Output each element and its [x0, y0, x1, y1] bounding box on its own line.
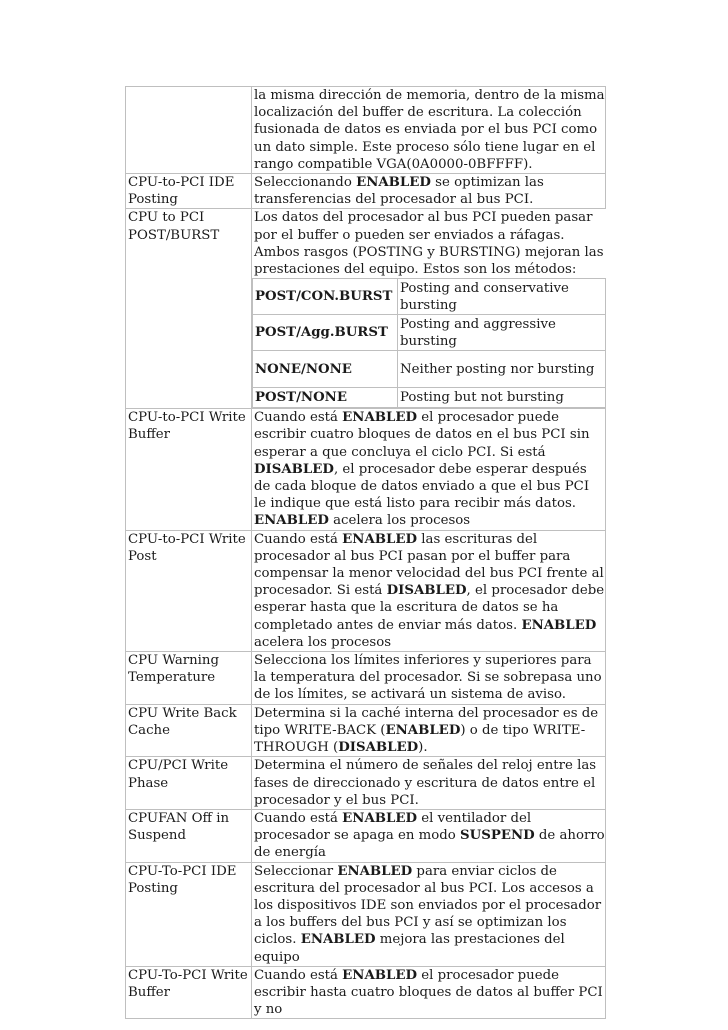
option-row	[253, 388, 606, 408]
table-row	[126, 87, 606, 174]
term-cell	[126, 87, 252, 174]
description-cell: la misma dirección de memoria, dentro de la misma localización del buffer de escritura. La colección fusionada de datos es enviada por el bus PCI como un dato simple. Este proceso sólo tiene lugar en el rango compatible VGA(0A0000-0BFFFF).	[252, 87, 606, 174]
option-description: Posting but not bursting	[398, 388, 606, 408]
option-row	[253, 315, 606, 351]
table-row	[126, 862, 606, 966]
table-row	[126, 966, 606, 1019]
description-cell	[252, 209, 606, 409]
description-cell: Determina si la caché interna del procesador es de tipo WRITE-BACK (ENABLED) o de tipo WRITE-THROUGH (DISABLED).	[252, 704, 606, 757]
options-table	[252, 278, 606, 408]
option-description: Neither posting nor bursting	[398, 351, 606, 388]
option-name: POST/CON.BURST	[253, 279, 398, 315]
term-cell: CPU-to-PCI Write Post	[126, 530, 252, 651]
description-cell: Cuando está ENABLED el procesador puede escribir hasta cuatro bloques de datos al buffer PCI y no	[252, 966, 606, 1019]
option-name: POST/Agg.BURST	[253, 315, 398, 351]
term-cell: CPU Warning Temperature	[126, 652, 252, 705]
description-cell: Seleccionando ENABLED se optimizan las transferencias del procesador al bus PCI.	[252, 174, 606, 209]
term-cell: CPU Write Back Cache	[126, 704, 252, 757]
term-cell: CPU-to-PCI Write Buffer	[126, 409, 252, 530]
description-cell: Cuando está ENABLED las escrituras del procesador al bus PCI pasan por el buffer para compensar la menor velocidad del bus PCI frente al procesador. Si está DISABLED, el procesador debe esperar hasta que la escritura de datos se ha completado antes de enviar más datos. ENABLED acelera los procesos	[252, 530, 606, 651]
description-cell: Seleccionar ENABLED para enviar ciclos de escritura del procesador al bus PCI. Los accesos a los dispositivos IDE son enviados por el procesador a los buffers del bus PCI y así se optimizan los ciclos. ENABLED mejora las prestaciones del equipo	[252, 862, 606, 966]
option-description: Posting and conservative bursting	[398, 279, 606, 315]
table-row	[126, 409, 606, 530]
option-row	[253, 279, 606, 315]
description-cell: Determina el número de señales del reloj entre las fases de direccionado y escritura de datos entre el procesador y el bus PCI.	[252, 757, 606, 810]
table-row	[126, 809, 606, 862]
term-cell: CPU-To-PCI Write Buffer	[126, 966, 252, 1019]
bios-settings-table	[125, 86, 606, 1019]
option-description: Posting and aggressive bursting	[398, 315, 606, 351]
table-row	[126, 209, 606, 409]
option-name: POST/NONE	[253, 388, 398, 408]
table-row	[126, 174, 606, 209]
description-cell: Selecciona los límites inferiores y superiores para la temperatura del procesador. Si se sobrepasa uno de los límites, se activará un sistema de aviso.	[252, 652, 606, 705]
term-cell: CPU-to-PCI IDE Posting	[126, 174, 252, 209]
option-name: NONE/NONE	[253, 351, 398, 388]
description-cell: Cuando está ENABLED el ventilador del procesador se apaga en modo SUSPEND de ahorro de energía	[252, 809, 606, 862]
table-row	[126, 704, 606, 757]
option-row	[253, 351, 606, 388]
term-cell: CPU-To-PCI IDE Posting	[126, 862, 252, 966]
table-row	[126, 652, 606, 705]
term-cell: CPU to PCI POST/BURST	[126, 209, 252, 409]
description-intro: Los datos del procesador al bus PCI pueden pasar por el buffer o pueden ser enviados a ráfagas. Ambos rasgos (POSTING y BURSTING) mejoran las prestaciones del equipo. Estos son los métodos:	[254, 210, 604, 278]
table-row	[126, 757, 606, 810]
term-cell: CPUFAN Off in Suspend	[126, 809, 252, 862]
term-cell: CPU/PCI Write Phase	[126, 757, 252, 810]
table-row	[126, 530, 606, 651]
document-page	[125, 86, 603, 1019]
description-cell: Cuando está ENABLED el procesador puede escribir cuatro bloques de datos en el bus PCI sin esperar a que concluya el ciclo PCI. Si está DISABLED, el procesador debe esperar después de cada bloque de datos enviado a que el bus PCI le indique que está listo para recibir más datos. ENABLED acelera los procesos	[252, 409, 606, 530]
